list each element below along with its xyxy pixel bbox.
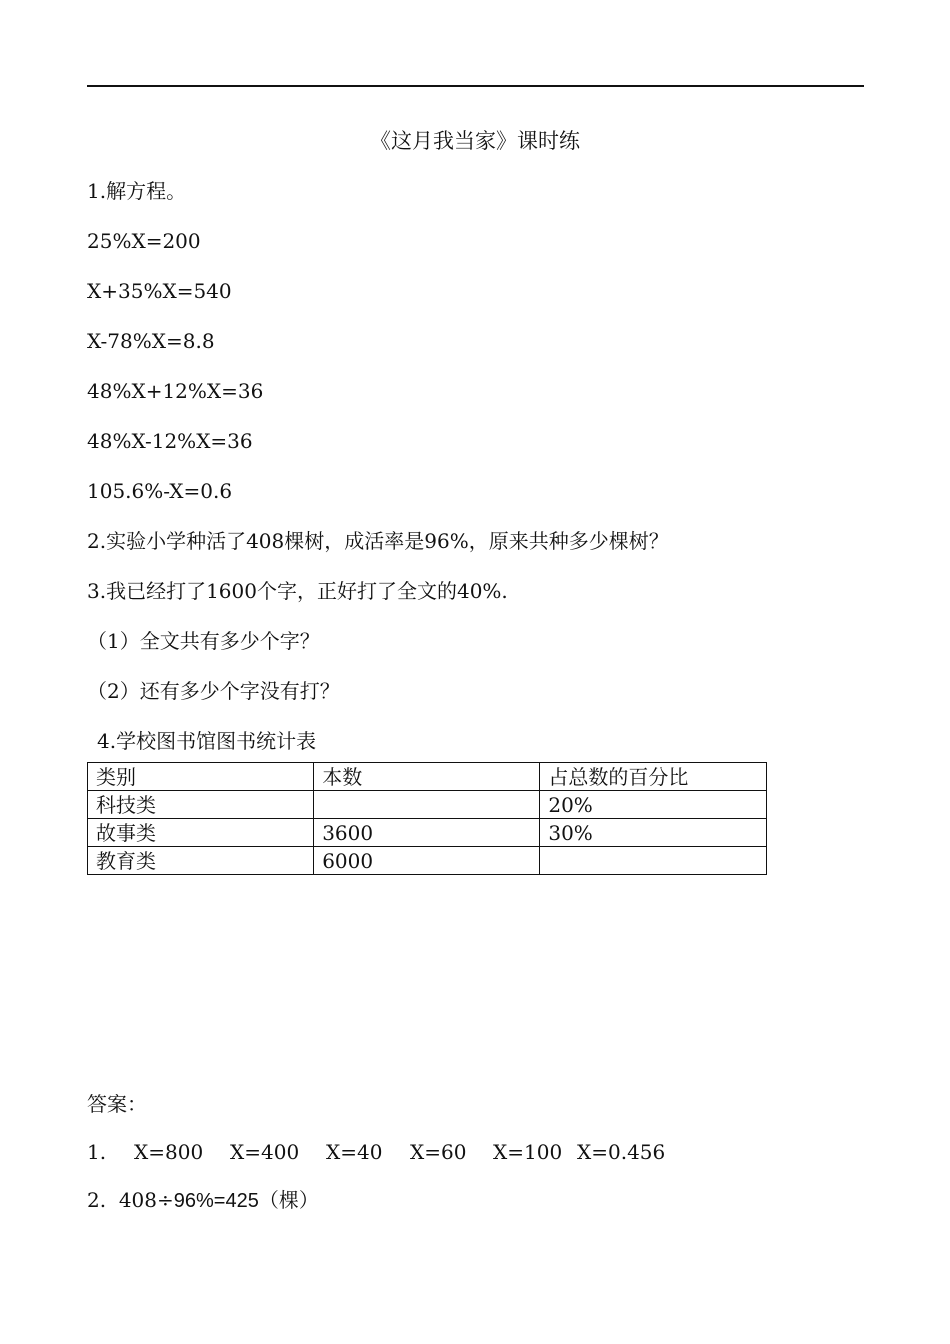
answer-1-value: X=400 (230, 1140, 300, 1164)
answer-2-unit: （棵） (258, 1188, 319, 1212)
book-stats-table (87, 762, 767, 875)
table-cell: 3600 (314, 819, 540, 847)
q3-stem: 3.我已经打了1600个字，正好打了全文的40%. (87, 579, 508, 603)
table-cell: 20% (540, 791, 767, 819)
answer-1-value: X=40 (326, 1140, 383, 1164)
equation-4: 48%X+12%X=36 (87, 379, 264, 403)
answers-label: 答案： (87, 1092, 147, 1116)
answer-2-number: 2. (87, 1188, 107, 1212)
answer-1-value: X=60 (410, 1140, 467, 1164)
answer-1-value: X=100 (493, 1140, 563, 1164)
table-row (88, 847, 767, 875)
table-row (88, 791, 767, 819)
answer-1-number: 1. (87, 1140, 107, 1164)
answer-1-value: X=0.456 (577, 1140, 666, 1164)
table-cell: 科技类 (88, 791, 314, 819)
table-cell: 教育类 (88, 847, 314, 875)
table-header-cell: 占总数的百分比 (540, 763, 767, 791)
table-header-row (88, 763, 767, 791)
page-title: 《这月我当家》课时练 (370, 129, 580, 153)
answer-2-part: 408÷ (118, 1188, 174, 1212)
table-header-cell: 本数 (314, 763, 540, 791)
table-cell (540, 847, 767, 875)
q1-heading: 1.解方程。 (87, 179, 187, 203)
table-row (88, 819, 767, 847)
q2-text: 2.实验小学种活了408棵树，成活率是96%，原来共种多少棵树？ (87, 529, 669, 553)
equation-1: 25%X=200 (87, 229, 201, 253)
answer-2-part: 96%=425 (173, 1190, 259, 1212)
answer-1-value: X=800 (134, 1140, 204, 1164)
table-cell: 30% (540, 819, 767, 847)
table-cell (314, 791, 540, 819)
equation-3: X-78%X=8.8 (87, 329, 215, 353)
table-cell: 故事类 (88, 819, 314, 847)
table-cell: 6000 (314, 847, 540, 875)
q4-caption: 4.学校图书馆图书统计表 (97, 729, 317, 753)
q3-sub2: （2）还有多少个字没有打？ (87, 679, 340, 703)
table-header-cell: 类别 (88, 763, 314, 791)
header-rule (87, 85, 864, 87)
answer-2 (87, 1188, 319, 1213)
equation-5: 48%X-12%X=36 (87, 429, 253, 453)
equation-2: X+35%X=540 (87, 279, 232, 303)
q3-sub1: （1）全文共有多少个字？ (87, 629, 320, 653)
equation-6: 105.6%-X=0.6 (87, 479, 233, 503)
